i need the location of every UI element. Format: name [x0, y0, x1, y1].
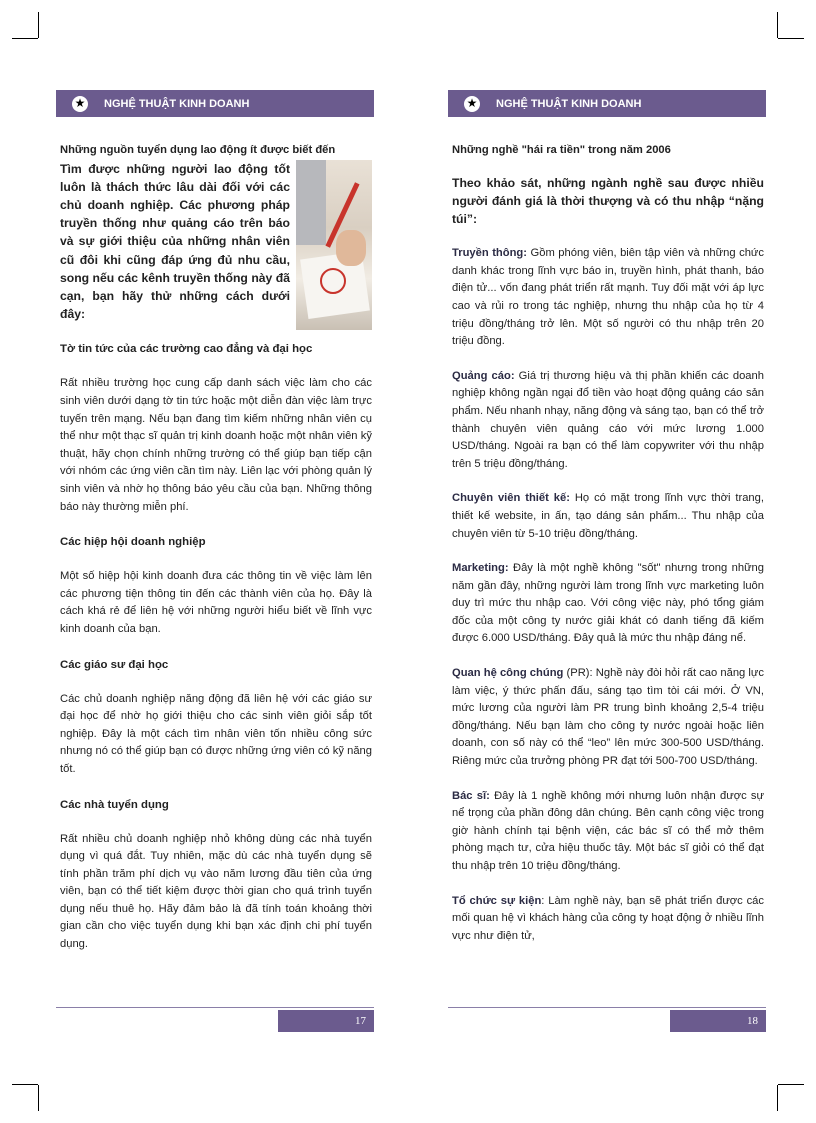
- career-text: (PR): Nghề này đòi hỏi rất cao năng lực làm việc, ý thức phấn đấu, sáng tạo tìm tòi cái mới. Ở VN, mức lương của người làm PR trung bình khoảng 2,5-4 triệu đồng/tháng. Nếu bạn làm cho công ty nước ngoài hoặc liên doanh, con số này có thể “leo” lên mức 300-500 USD/tháng. Riêng mức của trưởng phòng PR đạt tới 500-700 USD/tháng.: [452, 667, 764, 768]
- career-item: [452, 893, 764, 946]
- career-term: Bác sĩ:: [452, 789, 490, 802]
- career-item: [452, 560, 764, 648]
- crop-mark: [38, 1085, 39, 1111]
- section-title: Tờ tin tức của các trường cao đẳng và đại học: [60, 343, 313, 356]
- career-text: : Làm nghề này, bạn sẽ phát triển được các mối quan hệ vì khách hàng của công ty hoạt động ở nhiều lĩnh vực như điện tử,: [452, 894, 764, 942]
- section-body: Các chủ doanh nghiệp năng động đã liên hệ với các giáo sư đại học để nhờ họ giới thiệu cho các sinh viên giỏi sắp tốt nghiệp. Đây là một cách tìm nhân viên tốn nhiều công sức nhưng nó có thể giúp bạn có được những ứng viên có kỹ năng tốt.: [60, 692, 372, 775]
- article-title: Những nguồn tuyển dụng lao động ít được biết đến: [60, 144, 336, 156]
- page-right: [448, 0, 766, 1123]
- career-text: Gồm phóng viên, biên tập viên và những chức danh khác trong lĩnh vực báo in, truyền hình, phát thanh, báo điện tử... vốn đang phát triển rất mạnh. Tuy đối mặt với áp lực cao và rủi ro trong tác nghiệp, nhưng thu nhập của họ từ 4 triệu đồng/tháng trở lên. Một số người có thu nhập trên 20 triệu đồng.: [452, 247, 765, 348]
- office-photo: [296, 160, 372, 330]
- page-header: [448, 90, 766, 117]
- page-number: 18: [670, 1010, 766, 1032]
- career-text: Đây là 1 nghề không mới nhưng luôn nhận được sự nể trọng của phần đông dân chúng. Bên cạnh công việc trong giờ hành chính tại bệnh viện, các bác sĩ có thể mở thêm phòng mạch tư, cửa hiệu thuốc tây. Một bác sĩ giỏi có thể đạt thu nhập trên 10 triệu đồng/tháng.: [452, 789, 764, 873]
- page-number: 17: [278, 1010, 374, 1032]
- lead-paragraph: Theo khảo sát, những ngành nghề sau được nhiều người đánh giá là thời thượng và có thu nhập “nặng túi”:: [452, 175, 764, 226]
- career-term: Truyền thông:: [452, 247, 527, 260]
- crop-mark: [12, 1084, 38, 1085]
- star-emblem-icon: [464, 96, 480, 112]
- page-header: [56, 90, 374, 117]
- star-emblem-icon: [72, 96, 88, 112]
- intro-block: [60, 160, 372, 324]
- career-term: Tổ chức sự kiện: [452, 894, 542, 907]
- section-title: Các giáo sư đại học: [60, 658, 169, 671]
- page-left: [56, 0, 374, 1123]
- career-term: Quảng cáo:: [452, 369, 515, 382]
- section-body: Một số hiệp hội kinh doanh đưa các thông tin về việc làm lên các phương tiện thông tin đến các thành viên của họ. Đây là cách khá rẻ để liên hệ với những người hiểu biết về lĩnh vực kinh doanh của bạn.: [60, 570, 372, 635]
- header-title: NGHỆ THUẬT KINH DOANH: [496, 97, 642, 110]
- career-item: [452, 368, 764, 474]
- crop-mark: [778, 1084, 804, 1085]
- footer-rule: [56, 1007, 374, 1008]
- section-title: Các nhà tuyển dụng: [60, 798, 169, 811]
- career-item: [452, 490, 764, 543]
- crop-mark: [778, 38, 804, 39]
- career-text: Giá trị thương hiệu và thị phần khiến các doanh nghiệp không ngần ngại đổ tiền vào hoạt động quảng cáo sản phẩm. Nếu nhanh nhạy, năng động và sáng tạo, bạn có thể trở thành chuyên viên quảng cáo với mức lương 1.000 USD/tháng. Ngoài ra bạn có thể làm copywriter với thu nhập trên 5 triệu đồng/tháng.: [452, 369, 764, 470]
- section-body: Rất nhiều trường học cung cấp danh sách việc làm cho các sinh viên dưới dạng tờ tin tức hoặc một diễn đàn việc làm trực tuyến trên mạng. Nếu bạn đang tìm kiếm những nhân viên cụ thể như một thạc sĩ quản trị kinh doanh hoặc một nhân viên kỹ thuật, hãy chọn chính những trường có thể giúp bạn tiếp cận với nhóm các ứng viên cần tìm này. Liên lạc với phòng quản lý sinh viên và nhờ họ thông báo yêu cầu của bạn. Những thông báo này thường miễn phí.: [60, 377, 372, 513]
- footer-rule: [448, 1007, 766, 1008]
- career-item: [452, 245, 764, 351]
- page-content: [452, 142, 764, 945]
- crop-mark: [777, 12, 778, 38]
- career-item: [452, 665, 764, 771]
- article-title: Những nghề "hái ra tiền" trong năm 2006: [452, 144, 671, 156]
- header-title: NGHỆ THUẬT KINH DOANH: [104, 97, 250, 110]
- career-text: Họ có mặt trong lĩnh vực thời trang, thiết kế website, in ấn, tạo dáng sản phẩm... Thu nhập của chuyên viên từ 5-10 triệu đồng/tháng.: [452, 492, 764, 540]
- crop-mark: [777, 1085, 778, 1111]
- section-title: Các hiệp hội doanh nghiệp: [60, 536, 206, 549]
- career-term: Chuyên viên thiết kế:: [452, 492, 570, 505]
- section-body: Rất nhiều chủ doanh nghiệp nhỏ không dùng các nhà tuyển dụng vì quá đắt. Tuy nhiên, mặc dù các nhà tuyển dụng sẽ tính phần trăm phí dịch vụ vào năm lương đầu tiên của ứng viên, bạn có thể tiết kiệm được thời gian cho quá trình tuyển dụng nếu thuê họ. Hãy đảm bảo là đã tính toán khoảng thời gian cần cho việc tuyển dụng khi bạn xác định chi phí tuyển dụng.: [60, 832, 372, 951]
- career-term: Quan hệ công chúng: [452, 667, 564, 680]
- career-term: Marketing:: [452, 562, 509, 575]
- crop-mark: [12, 38, 38, 39]
- career-item: [452, 788, 764, 876]
- page-content: [60, 142, 372, 954]
- crop-mark: [38, 12, 39, 38]
- lead-paragraph: Tìm được những người lao động tốt luôn là thách thức lâu dài đối với các chủ doanh nghiệp. Các phương pháp truyền thống như quảng cáo trên báo và sự giới thiệu của những nhân viên cũ đôi khi cũng đáp ứng đủ nhu cầu, song nếu các kênh truyền thống này đã cạn, bạn hãy thử những cách dưới đây:: [60, 161, 290, 322]
- career-text: Đây là một nghề không "sốt" nhưng trong những năm gần đây, những người làm trong lĩnh vực marketing luôn duy trì mức thu nhập cao. Với công việc này, phó tổng giám đốc của một công ty nước giải khát có danh tiếng đã kiếm được 6.000 USD/tháng. Đây quả là mức thu nhập đáng nể.: [452, 562, 764, 645]
